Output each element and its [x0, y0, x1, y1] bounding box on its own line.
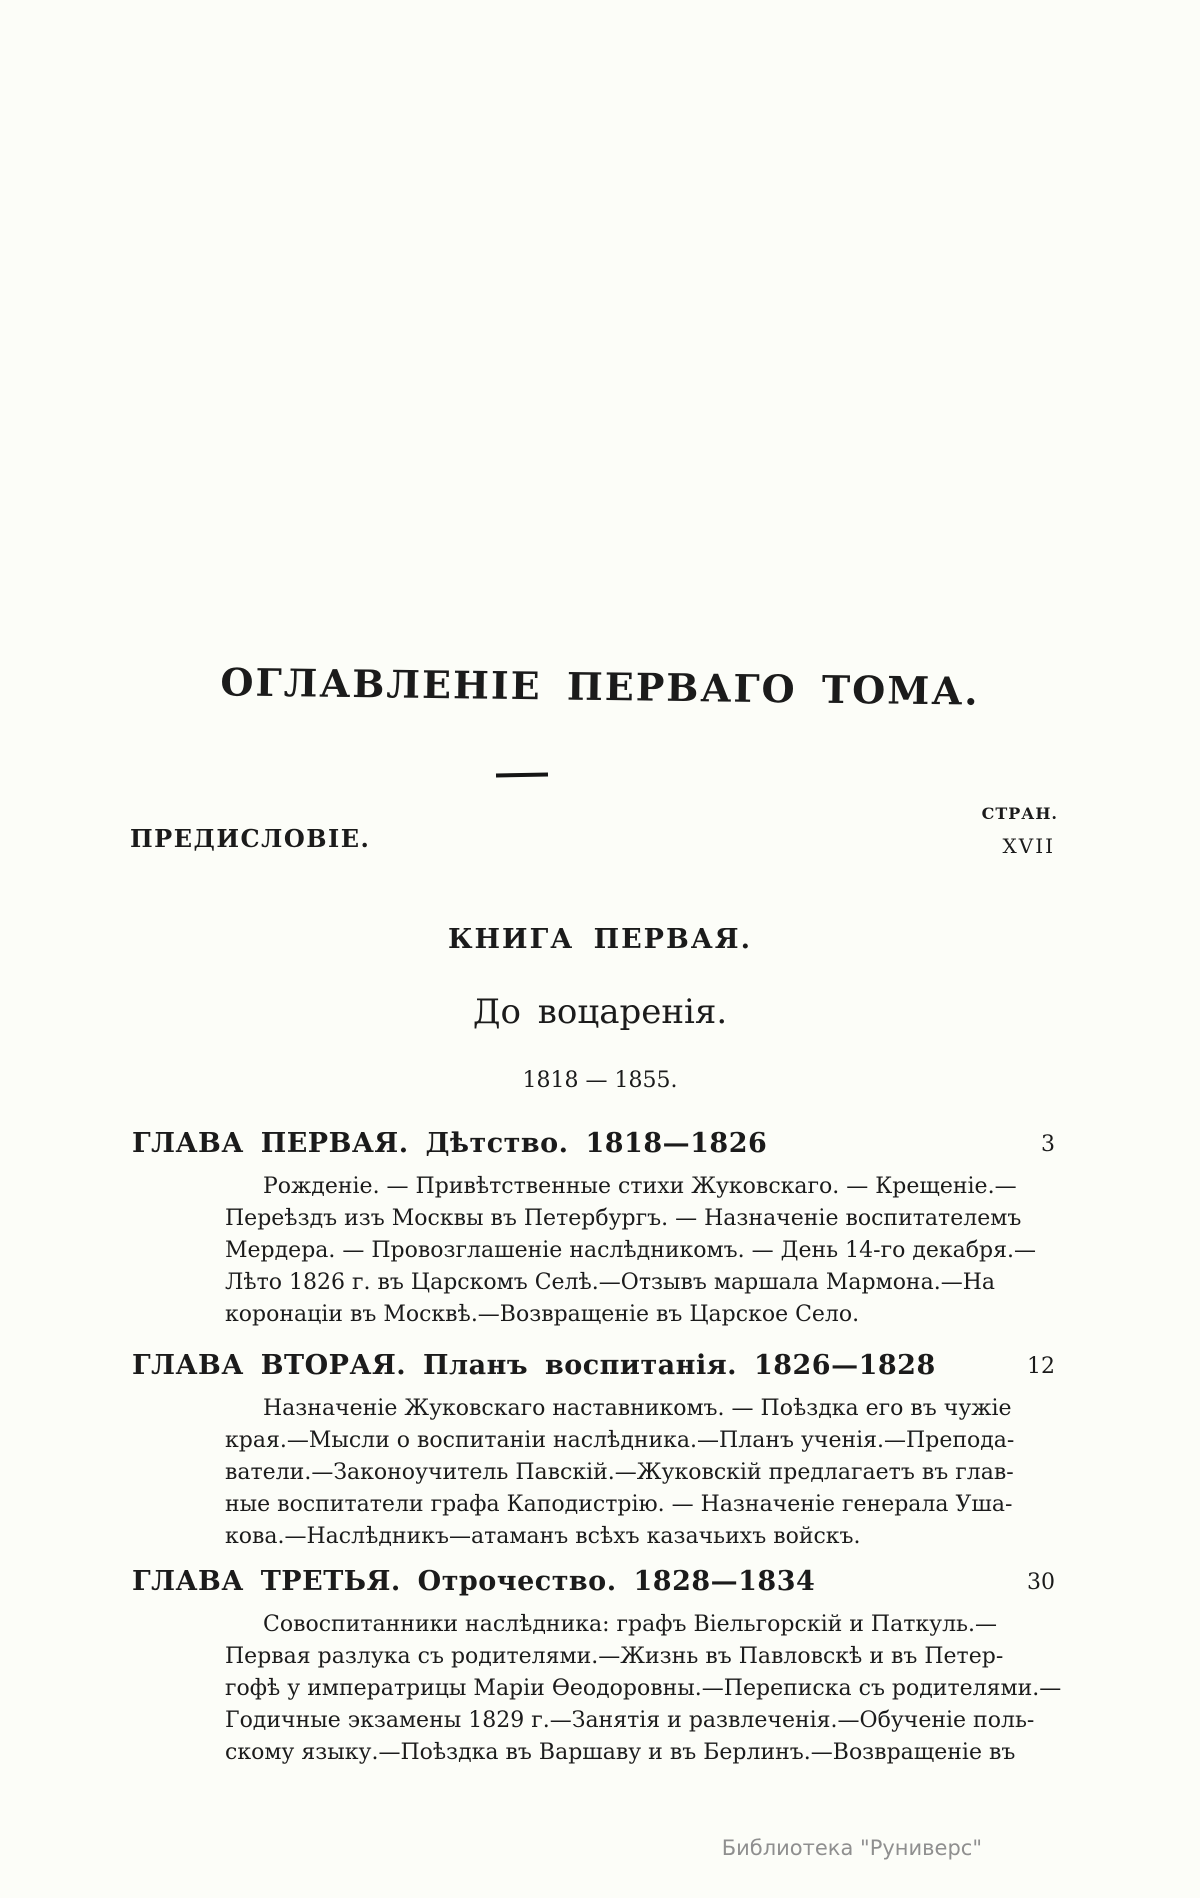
summary-line: кова.—Наслѣдникъ—атаманъ всѣхъ казачьихъ войскъ.	[225, 1524, 861, 1549]
summary-line: Лѣто 1826 г. въ Царскомъ Селѣ.—Отзывъ маршала Мармона.—На	[225, 1270, 996, 1295]
toc-entry-chapter-3	[0, 1566, 1200, 1765]
chapter-1-title: ГЛАВА ПЕРВАЯ. Дѣтство. 1818—1826	[132, 1128, 768, 1159]
preface-page-number: XVII	[1002, 834, 1055, 858]
page-column-header: СТРАН.	[981, 804, 1058, 823]
chapter-3-summary	[225, 1610, 1062, 1770]
summary-line: Назначеніе Жуковскаго наставникомъ. — Поѣздка его въ чужіе	[263, 1396, 1012, 1421]
chapter-2-summary	[225, 1394, 1015, 1554]
toc-entry-chapter-1	[0, 1128, 1200, 1327]
summary-line: ные воспитатели графа Каподистрію. — Назначеніе генерала Уша-	[225, 1492, 1013, 1517]
summary-line: ватели.—Законоучитель Павскій.—Жуковскій предлагаетъ въ глав-	[225, 1460, 1014, 1485]
book-one-years: 1818 — 1855.	[522, 1068, 678, 1093]
summary-line: края.—Мысли о воспитаніи наслѣдника.—Планъ ученія.—Препода-	[225, 1428, 1015, 1453]
chapter-3-page-number: 30	[1027, 1570, 1055, 1595]
preface-entry-label: ПРЕДИСЛОВІЕ.	[130, 824, 371, 853]
chapter-2-title: ГЛАВА ВТОРАЯ. Планъ воспитанія. 1826—1828	[132, 1350, 936, 1381]
summary-line: Переѣздъ изъ Москвы въ Петербургъ. — Назначеніе воспитателемъ	[225, 1206, 1022, 1231]
summary-line: скому языку.—Поѣздка въ Варшаву и въ Берлинъ.—Возвращеніе въ	[225, 1740, 1016, 1765]
summary-line: гофѣ у императрицы Маріи Ѳеодоровны.—Переписка съ родителями.—	[225, 1676, 1062, 1701]
summary-line: Совоспитанники наслѣдника: графъ Віельгорскій и Паткуль.—	[263, 1612, 998, 1637]
page-title: ОГЛАВЛЕНІЕ ПЕРВАГО ТОМА.	[220, 659, 980, 714]
chapter-1-page-number: 3	[1041, 1132, 1055, 1157]
summary-line: Первая разлука съ родителями.—Жизнь въ Павловскѣ и въ Петер-	[225, 1644, 1004, 1669]
book-one-heading: КНИГА ПЕРВАЯ.	[447, 924, 752, 955]
chapter-2-heading-row	[0, 1350, 1200, 1390]
toc-entry-chapter-2	[0, 1350, 1200, 1549]
summary-line: коронаціи въ Москвѣ.—Возвращеніе въ Царское Село.	[225, 1302, 860, 1327]
summary-line: Мердера. — Провозглашеніе наслѣдникомъ. — День 14-го декабря.—	[225, 1238, 1036, 1263]
title-divider	[496, 773, 548, 778]
summary-line: Рожденіе. — Привѣтственные стихи Жуковскаго. — Крещеніе.—	[263, 1174, 1017, 1199]
book-one-subtitle: До воцаренія.	[472, 992, 728, 1032]
chapter-3-heading-row	[0, 1566, 1200, 1606]
chapter-1-heading-row	[0, 1128, 1200, 1168]
library-watermark: Библиотека "Руниверс"	[721, 1836, 982, 1860]
chapter-3-title: ГЛАВА ТРЕТЬЯ. Отрочество. 1828—1834	[132, 1566, 816, 1597]
summary-line: Годичные экзамены 1829 г.—Занятія и развлеченія.—Обученіе поль-	[225, 1708, 1035, 1733]
chapter-2-page-number: 12	[1027, 1354, 1055, 1379]
chapter-1-summary	[225, 1172, 1036, 1332]
